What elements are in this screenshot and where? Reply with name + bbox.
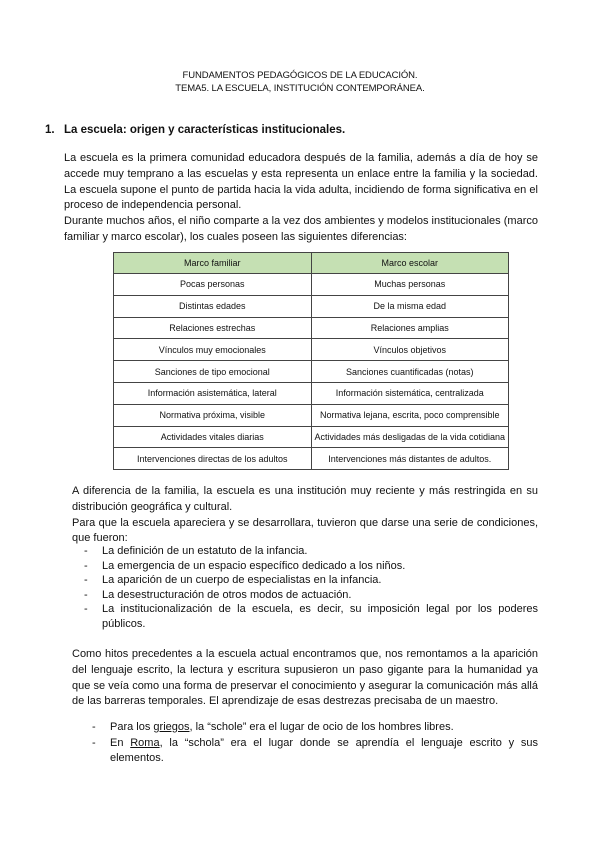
table-header-row [114, 253, 509, 274]
underlined-term: griegos [153, 721, 190, 733]
intro-paragraph [64, 151, 538, 246]
hitos-list [92, 720, 538, 767]
list-item [92, 736, 538, 767]
table-cell: Vínculos objetivos [311, 339, 509, 361]
table-cell: Normativa próxima, visible [114, 404, 312, 426]
table-cell: Pocas personas [114, 274, 312, 296]
table-cell: De la misma edad [311, 295, 509, 317]
list-item [92, 720, 538, 736]
header-line-2: TEMA5. LA ESCUELA, INSTITUCIÓN CONTEMPORÁNEA. [175, 83, 425, 94]
section-heading [45, 124, 345, 136]
table-row [114, 339, 509, 361]
table-row [114, 448, 509, 470]
intro-p2: Durante muchos años, el niño comparte a la vez dos ambientes y modelos institucionales (marco familiar y marco escolar), los cuales poseen las siguientes diferencias: [64, 215, 538, 243]
table-row [114, 426, 509, 448]
intro-p1: La escuela es la primera comunidad educadora después de la familia, además a día de hoy se accede muy temprano a las escuelas y esta representa un enlace entre la familia y la sociedad. La escuela supone el punto de partida hacia la vida adulta, incidiendo de forma significativa en el proceso de independencia personal. [64, 152, 538, 212]
header-line-1: FUNDAMENTOS PEDAGÓGICOS DE LA EDUCACIÓN. [182, 70, 418, 81]
conditions-list [84, 544, 538, 632]
comparison-table [113, 252, 509, 470]
underlined-term: Roma [130, 736, 160, 749]
table-row [114, 404, 509, 426]
list-item: - La aparición de un cuerpo de especialistas en la infancia. [84, 573, 538, 588]
table-cell: Sanciones de tipo emocional [114, 361, 312, 383]
text: , la “schole” era el lugar de ocio de los hombres libres. [189, 721, 454, 733]
document-header [0, 69, 600, 95]
list-item: - La definición de un estatuto de la infancia. [84, 544, 538, 559]
section-title: La escuela: origen y características institucionales. [64, 124, 346, 136]
table-cell: Intervenciones directas de los adultos [114, 448, 312, 470]
table-cell: Relaciones estrechas [114, 317, 312, 339]
list-item: - La desestructuración de otros modos de actuación. [84, 588, 538, 603]
list-item: - La institucionalización de la escuela, es decir, su imposición legal por los poderes públicos. [84, 602, 538, 631]
table-row [114, 295, 509, 317]
list-item: - La emergencia de un espacio específico dedicado a los niños. [84, 559, 538, 574]
table-cell: Información asistemática, lateral [114, 382, 312, 404]
after-p1: A diferencia de la familia, la escuela es una institución muy reciente y más restringida en su distribución geográfica y cultural. [72, 485, 538, 513]
table-cell: Intervenciones más distantes de adultos. [311, 448, 509, 470]
table-cell: Vínculos muy emocionales [114, 339, 312, 361]
table-cell: Sanciones cuantificadas (notas) [311, 361, 509, 383]
table-cell: Normativa lejana, escrita, poco comprensible [311, 404, 509, 426]
table-row [114, 317, 509, 339]
after-p2: Para que la escuela apareciera y se desarrollara, tuvieron que darse una serie de condiciones, que fueron: [72, 516, 538, 545]
section-number: 1. [45, 124, 55, 136]
column-header: Marco escolar [311, 253, 509, 274]
text: , la “schola” era el lugar donde se aprendía el lenguaje escrito y sus elementos. [110, 736, 538, 764]
table-cell: Distintas edades [114, 295, 312, 317]
table-row [114, 274, 509, 296]
text: En [110, 736, 131, 749]
hitos-paragraph: Como hitos precedentes a la escuela actual encontramos que, nos remontamos a la aparición del lenguaje escrito, la lectura y escritura supusieron un paso gigante para la humanidad ya que se veía como una forma de preservar el conocimiento y asegurar la comunicación más allá de las barreras temporales. El aprendizaje de esas destrezas precisaba de un maestro. [72, 648, 538, 708]
table-row [114, 382, 509, 404]
table-row [114, 361, 509, 383]
column-header: Marco familiar [114, 253, 312, 274]
table-cell: Muchas personas [311, 274, 509, 296]
table-cell: Información sistemática, centralizada [311, 382, 509, 404]
table-cell: Relaciones amplias [311, 317, 509, 339]
table-cell: Actividades vitales diarias [114, 426, 312, 448]
table-cell: Actividades más desligadas de la vida cotidiana [311, 426, 509, 448]
after-table-text [72, 484, 538, 547]
text: Para los [110, 721, 154, 733]
